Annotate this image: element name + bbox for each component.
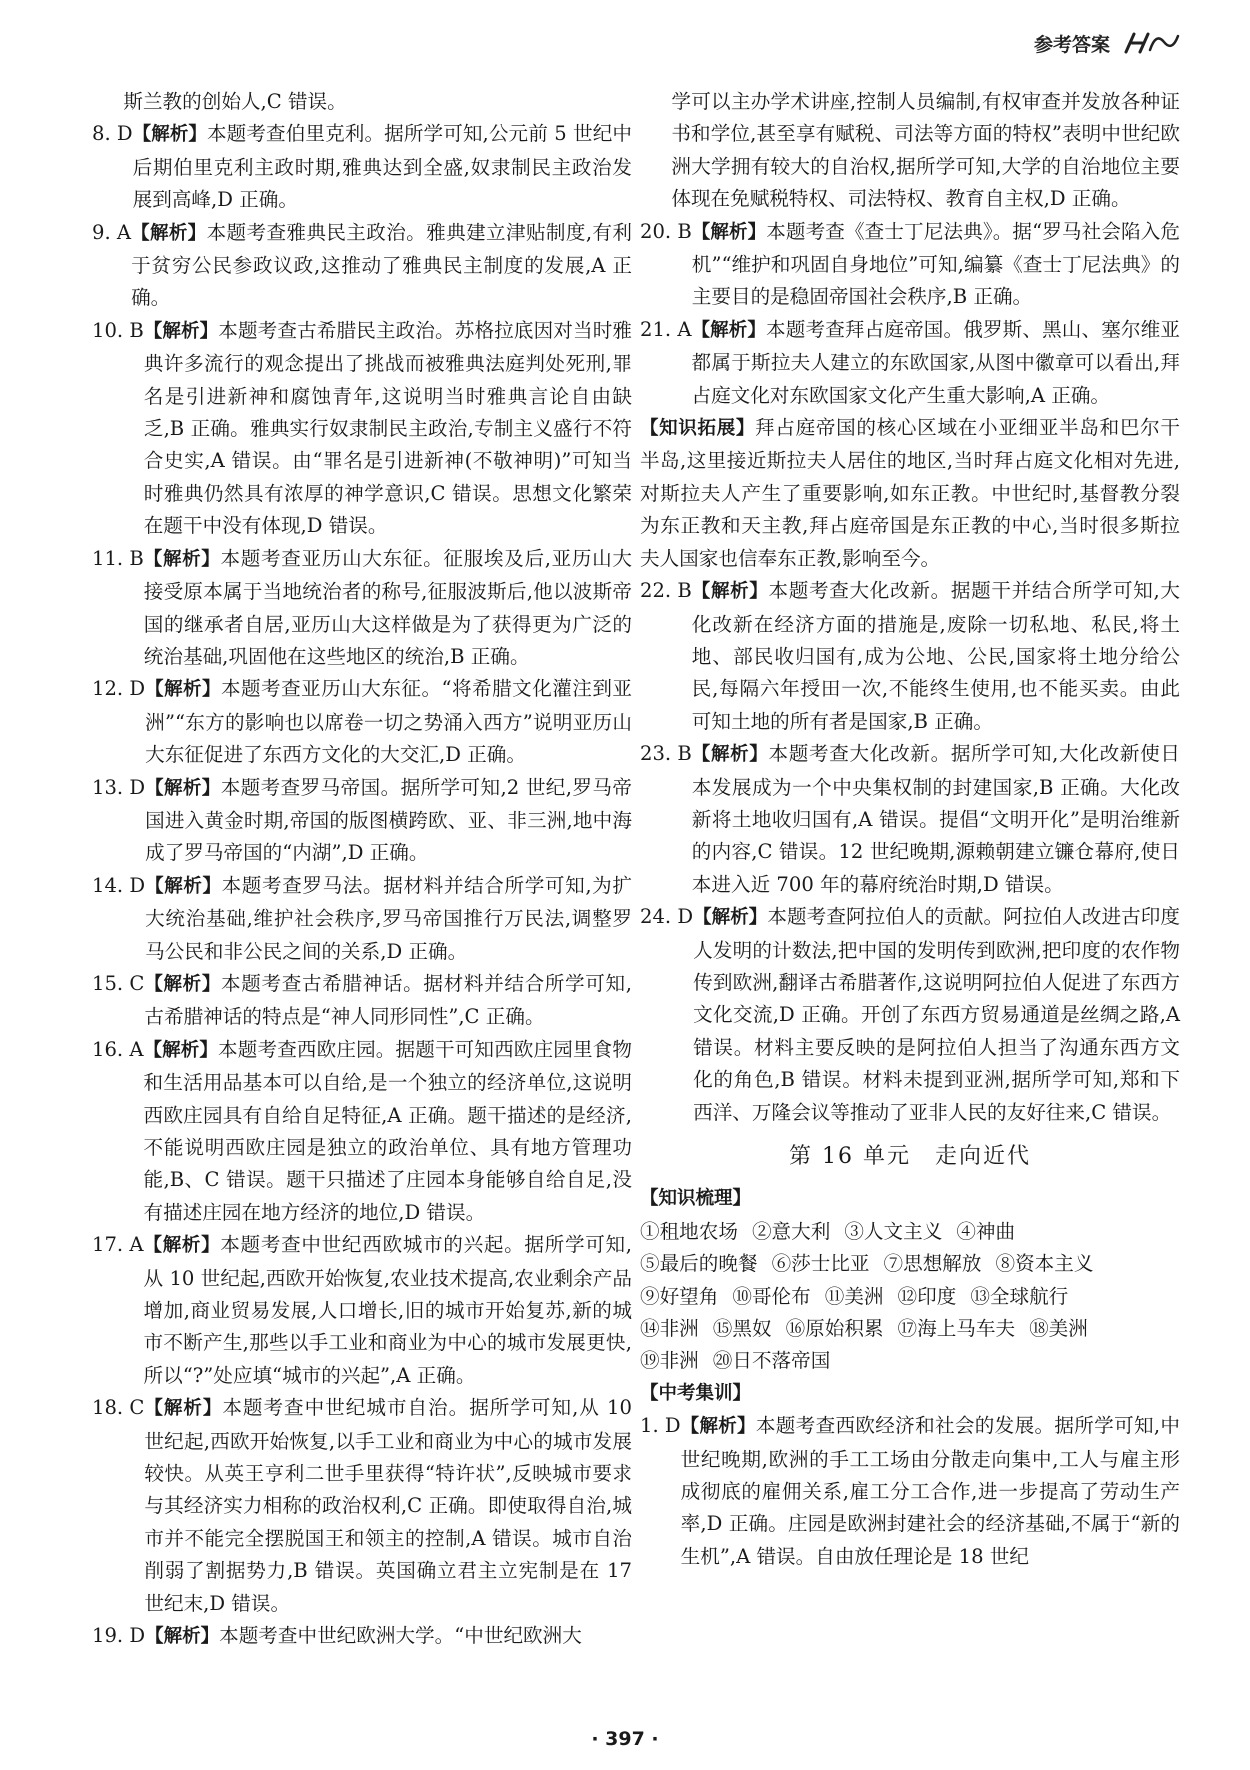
analysis-tag: 【解析】 xyxy=(144,973,221,995)
answer-number: 19. D xyxy=(92,1624,146,1648)
answer-number: 14. D xyxy=(92,873,146,897)
analysis-tag: 【解析】 xyxy=(143,1039,219,1061)
analysis-text: 本题考查罗马法。据材料并结合所学可知,为扩大统治基础,维护社会秩序,罗马帝国推行万民法,调整罗马公民和非公民之间的关系,D 正确。 xyxy=(145,873,632,963)
knowledge-heading: 【知识梳理】 xyxy=(640,1188,752,1210)
knowledge-answer: ⑤最后的晚餐 xyxy=(640,1252,758,1276)
answer-body xyxy=(131,217,632,315)
answer-body xyxy=(144,543,632,674)
analysis-tag: 【解析】 xyxy=(691,581,769,603)
knowledge-answer: ⑨好望角 xyxy=(640,1284,719,1308)
answer-item xyxy=(92,1229,632,1392)
answer-item xyxy=(92,1034,632,1229)
knowledge-answer: ③人文主义 xyxy=(844,1219,943,1243)
knowledge-answer: ④神曲 xyxy=(956,1219,1016,1243)
answer-item xyxy=(92,772,632,870)
answer-number: 23. B xyxy=(640,742,692,766)
answer-item xyxy=(92,118,632,216)
analysis-text: 本题考查大化改新。据所学可知,大化改新使日本发展成为一个中央集权制的封建国家,B 正确。大化改新将土地收归国有,A 错误。提倡“文明开化”是明治维新的内容,C 错误。12 世纪晚期,源赖朝建立镰仓幕府,使日本进入近 700 年的幕府统治时期,D 错误。 xyxy=(691,742,1180,896)
knowledge-answer: ⑰海上马车夫 xyxy=(897,1317,1016,1341)
analysis-text: 本题考查阿拉伯人的贡献。阿拉伯人改进古印度人发明的计数法,把中国的发明传到欧洲,把印度的农作物传到欧洲,翻译古希腊著作,这说明阿拉伯人促进了东西方文化交流,D 正确。开创了东西方贸易通道是丝绸之路,A 错误。材料主要反映的是阿拉伯人担当了沟通东西方文化的角色,B 错误。材料未提到亚洲,据所学可知,郑和下西洋、万隆会议等推动了亚非人民的友好往来,C 错误。 xyxy=(693,905,1180,1124)
answer-body xyxy=(693,901,1180,1129)
right-column xyxy=(640,86,1180,1573)
answer-number: 11. B xyxy=(92,546,144,570)
answer-body xyxy=(692,216,1180,314)
knowledge-row xyxy=(640,1313,1180,1345)
answer-body xyxy=(145,1620,632,1653)
answer-body xyxy=(144,968,632,1034)
answer-item xyxy=(640,314,1180,412)
answer-item xyxy=(92,870,632,968)
knowledge-answer: ⑧资本主义 xyxy=(995,1252,1094,1276)
continuation-text: 学可以主办学术讲座,控制人员编制,有权审查并发放各种证书和学位,甚至享有赋税、司法等方面的特权”表明中世纪欧洲大学拥有较大的自治权,据所学可知,大学的自治地位主要体现在免赋税特权、司法特权、教育自主权,D 正确。 xyxy=(671,90,1180,211)
answer-number: 10. B xyxy=(92,318,144,342)
analysis-tag: 【解析】 xyxy=(144,1398,223,1420)
analysis-tag: 【解析】 xyxy=(691,319,767,341)
answer-item xyxy=(92,217,632,315)
analysis-text: 本题考查雅典民主政治。雅典建立津贴制度,有利于贫穷公民参政议政,这推动了雅典民主制度的发展,A 正确。 xyxy=(131,220,632,310)
answer-body xyxy=(145,870,632,968)
page-header xyxy=(1034,28,1180,58)
analysis-text: 本题考查西欧经济和社会的发展。据所学可知,中世纪晚期,欧洲的手工工场由分散走向集中,工人与雇主形成彻底的雇佣关系,雇工分工合作,进一步提高了劳动生产率,D 正确。庄园是欧洲封建社会的经济基础,不属于“新的生机”,A 错误。自由放任理论是 18 世纪 xyxy=(680,1414,1180,1568)
answer-item xyxy=(640,738,1180,901)
answer-item xyxy=(640,216,1180,314)
answer-number: 16. A xyxy=(92,1037,144,1061)
brand-logo-icon xyxy=(1120,28,1180,58)
answer-number: 17. A xyxy=(92,1233,144,1257)
analysis-text: 本题考查伯里克利。据所学可知,公元前 5 世纪中后期伯里克利主政时期,雅典达到全盛,奴隶制民主政治发展到高峰,D 正确。 xyxy=(132,122,632,212)
knowledge-row xyxy=(640,1216,1180,1248)
analysis-text: 本题考查拜占庭帝国。俄罗斯、黑山、塞尔维亚都属于斯拉夫人建立的东欧国家,从图中徽章可以看出,拜占庭文化对东欧国家文化产生重大影响,A 正确。 xyxy=(691,317,1180,407)
analysis-tag: 【解析】 xyxy=(691,221,767,243)
analysis-text: 本题考查中世纪欧洲大学。“中世纪欧洲大 xyxy=(219,1624,582,1648)
extension-tag: 【知识拓展】 xyxy=(640,418,756,440)
answer-item xyxy=(92,1620,632,1653)
answer-number: 22. B xyxy=(640,579,692,603)
answer-number: 13. D xyxy=(92,775,146,799)
analysis-tag: 【解析】 xyxy=(143,1235,221,1257)
continuation-text: 斯兰教的创始人,C 错误。 xyxy=(123,90,347,113)
answer-number: 8. D xyxy=(92,122,133,146)
answer-item xyxy=(640,901,1180,1129)
analysis-tag: 【解析】 xyxy=(131,222,207,244)
answer-number: 1. D xyxy=(640,1414,681,1438)
answer-number: 12. D xyxy=(92,677,146,701)
answer-number: 20. B xyxy=(640,219,692,243)
analysis-text: 本题考查亚历山大东征。征服埃及后,亚历山大接受原本属于当地统治者的称号,征服波斯后,他以波斯帝国的继承者自居,亚历山大这样做是为了获得更为广泛的统治基础,巩固他在这些地区的统治,B 正确。 xyxy=(143,546,632,668)
analysis-tag: 【解析】 xyxy=(680,1416,756,1438)
knowledge-answer: ②意大利 xyxy=(751,1219,831,1243)
answer-item xyxy=(640,575,1180,738)
knowledge-answer: ⑦思想解放 xyxy=(883,1252,982,1276)
answer-body xyxy=(692,575,1180,738)
knowledge-extension xyxy=(640,412,1180,575)
analysis-tag: 【解析】 xyxy=(145,1626,220,1648)
answer-body xyxy=(692,314,1180,412)
answer-body xyxy=(692,738,1180,901)
header-title: 参考答案 xyxy=(1033,33,1110,56)
answer-item xyxy=(640,1410,1180,1573)
analysis-text: 本题考查罗马帝国。据所学可知,2 世纪,罗马帝国进入黄金时期,帝国的版图横跨欧、亚、非三洲,地中海成了罗马帝国的“内湖”,D 正确。 xyxy=(145,775,632,865)
analysis-text: 本题考查中世纪城市自治。据所学可知,从 10 世纪起,西欧开始恢复,以手工业和商业为中心的城市发展较快。从英王亨利二世手里获得“特许状”,反映城市要求与其经济实力相称的政治权利,C 正确。即使取得自治,城市并不能完全摆脱国王和领主的控制,A 错误。城市自治削弱了割据势力,B 错误。英国确立君主立宪制是在 17 世纪末,D 错误。 xyxy=(144,1396,632,1615)
analysis-tag: 【解析】 xyxy=(691,744,769,766)
answer-item xyxy=(92,315,632,543)
answer-body xyxy=(144,1229,632,1392)
analysis-text: 本题考查《查士丁尼法典》。据“罗马社会陷入危机”“维护和巩固自身地位”可知,编纂《查士丁尼法典》的主要目的是稳固帝国社会秩序,B 正确。 xyxy=(691,219,1180,309)
answer-body xyxy=(144,1034,632,1229)
knowledge-answer: ⑳日不落帝国 xyxy=(712,1349,831,1373)
answer-body xyxy=(145,673,632,771)
knowledge-answer: ⑭非洲 xyxy=(640,1317,699,1341)
knowledge-answer: ⑫印度 xyxy=(897,1284,957,1308)
answer-item xyxy=(92,1392,632,1620)
knowledge-answer: ⑩哥伦布 xyxy=(732,1284,811,1308)
page-number: · 397 · xyxy=(591,1728,659,1750)
answer-item xyxy=(92,968,632,1034)
knowledge-answer: ①租地农场 xyxy=(640,1219,738,1243)
analysis-tag: 【解析】 xyxy=(145,679,221,701)
analysis-text: 本题考查古希腊民主政治。苏格拉底因对当时雅典许多流行的观念提出了挑战而被雅典法庭判处死刑,罪名是引进新神和腐蚀青年,这说明当时雅典言论自由缺乏,B 正确。雅典实行奴隶制民主政治,专制主义盛行不符合史实,A 错误。由“罪名是引进新神(不敬神明)”可知当时雅典仍然具有浓厚的神学意识,C 错误。思想文化繁荣在题干中没有体现,D 错误。 xyxy=(143,318,632,538)
analysis-text: 本题考查亚历山大东征。“将希腊文化灌注到亚洲”“东方的影响也以席卷一切之势涌入西方”说明亚历山大东征促进了东西方文化的大交汇,D 正确。 xyxy=(145,677,632,767)
answer-body xyxy=(133,118,632,216)
analysis-tag: 【解析】 xyxy=(143,320,219,342)
answer-body xyxy=(144,1392,632,1620)
answer-item xyxy=(92,673,632,771)
analysis-tag: 【解析】 xyxy=(132,124,207,146)
knowledge-row xyxy=(640,1345,1180,1377)
analysis-tag: 【解析】 xyxy=(145,875,222,897)
answer-number: 18. C xyxy=(92,1396,145,1420)
knowledge-answer: ⑱美洲 xyxy=(1029,1317,1088,1341)
analysis-text: 本题考查古希腊神话。据材料并结合所学可知,古希腊神话的特点是“神人同形同性”,C 正确。 xyxy=(144,971,632,1029)
analysis-text: 本题考查大化改新。据题干并结合所学可知,大化改新在经济方面的措施是,废除一切私地、私民,将土地、部民收归国有,成为公地、公民,国家将土地分给公民,每隔六年授田一次,不能终生使用,也不能买卖。由此可知土地的所有者是国家,B 正确。 xyxy=(691,579,1180,733)
answer-number: 21. A xyxy=(640,317,692,341)
answer-item xyxy=(92,543,632,674)
knowledge-answer: ⑪美洲 xyxy=(824,1284,884,1308)
knowledge-answer: ⑲非洲 xyxy=(640,1349,699,1373)
knowledge-row xyxy=(640,1281,1180,1313)
knowledge-answer: ⑮黑奴 xyxy=(712,1317,772,1341)
answer-body xyxy=(145,772,632,870)
analysis-tag: 【解析】 xyxy=(145,777,221,799)
left-column xyxy=(92,86,632,1654)
analysis-tag: 【解析】 xyxy=(143,548,221,570)
knowledge-answer: ⑬全球航行 xyxy=(970,1284,1069,1308)
analysis-tag: 【解析】 xyxy=(693,907,768,929)
answer-number: 15. C xyxy=(92,971,145,995)
analysis-text: 本题考查西欧庄园。据题干可知西欧庄园里食物和生活用品基本可以自给,是一个独立的经济单位,这说明西欧庄园具有自给自足特征,A 正确。题干描述的是经济,不能说明西欧庄园是独立的政治单位、具有地方管理功能,B、C 错误。题干只描述了庄园本身能够自给自足,没有描述庄园在地方经济的地位,D 错误。 xyxy=(143,1037,632,1224)
knowledge-row xyxy=(640,1248,1180,1280)
answer-body xyxy=(681,1410,1180,1573)
knowledge-answer: ⑥莎士比亚 xyxy=(771,1252,870,1276)
unit-title: 第 16 单元 走向近代 xyxy=(789,1144,1031,1169)
extension-text: 拜占庭帝国的核心区域在小亚细亚半岛和巴尔干半岛,这里接近斯拉夫人居住的地区,当时拜占庭文化相对先进,对斯拉夫人产生了重要影响,如东正教。中世纪时,基督教分裂为东正教和天主教,拜占庭帝国是东正教的中心,当时很多斯拉夫人国家也信奉东正教,影响至今。 xyxy=(640,416,1180,570)
knowledge-answer: ⑯原始积累 xyxy=(785,1317,884,1341)
answer-body xyxy=(144,315,632,543)
analysis-text: 本题考查中世纪西欧城市的兴起。据所学可知,从 10 世纪起,西欧开始恢复,农业技术提高,农业剩余产品增加,商业贸易发展,人口增长,旧的城市开始复苏,新的城市不断产生,那些以手工业和商业为中心的城市发展更快,所以“?”处应填“城市的兴起”,A 正确。 xyxy=(143,1233,632,1387)
answer-number: 24. D xyxy=(640,905,694,929)
exam-heading: 【中考集训】 xyxy=(640,1382,752,1404)
answer-number: 9. A xyxy=(92,220,132,244)
